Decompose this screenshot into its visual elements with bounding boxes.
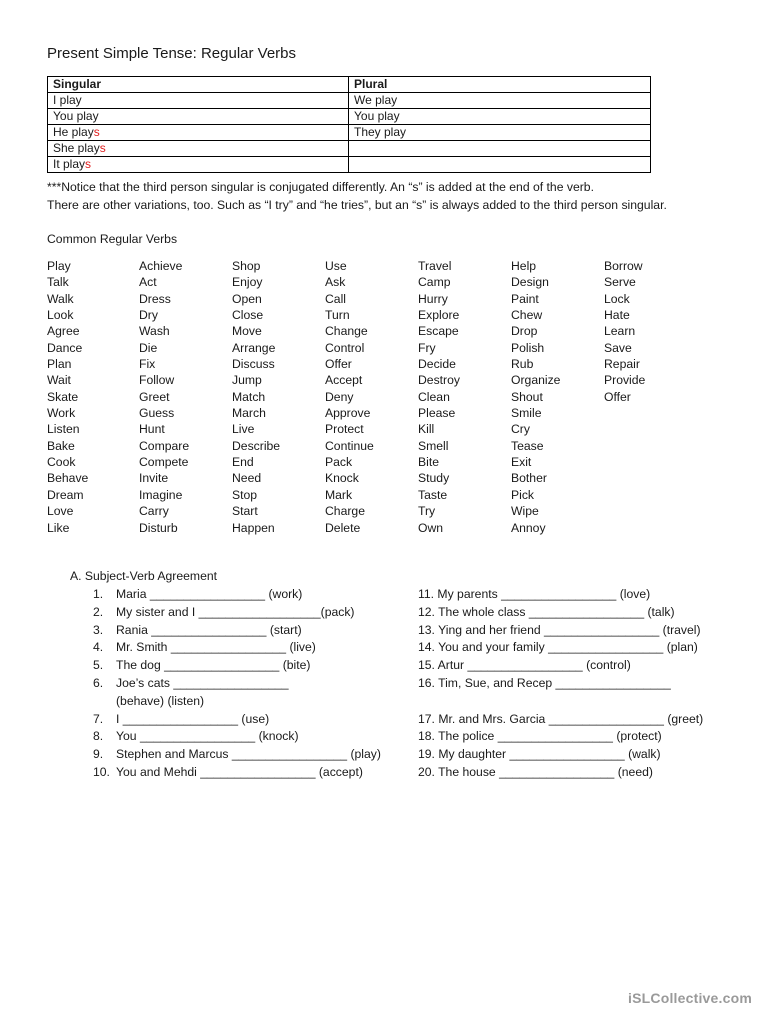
item-number: 5. [93,658,104,673]
verb-item: Die [139,340,158,355]
verb-item: Smile [511,406,542,421]
verb-item: Imagine [139,487,183,502]
verb-item: Happen [232,520,275,535]
singular-cell [48,109,349,125]
verb-item: Compete [139,455,189,470]
verb-item: Bake [47,438,75,453]
item-number: 10. [93,764,110,779]
item-number: 4. [93,640,104,655]
verb-item: Achieve [139,259,183,273]
exercise-item: 17. Mr. and Mrs. Garcia _________________ (greet) [418,711,704,726]
verb-item: Destroy [418,373,460,388]
verb-column [139,258,231,536]
exercise-item: 19. My daughter _________________ (walk) [418,747,661,762]
verb-item: Live [232,422,255,437]
verb-item: Offer [604,389,631,404]
item-text: Joe’s cats _________________ (behave) (listen) [116,675,289,708]
item-text: My sister and I __________________(pack) [116,604,355,619]
table-row [48,125,651,141]
verb-item: Hate [604,308,630,323]
item-number: 8. [93,729,104,744]
verb-item: Bite [418,455,440,470]
notice-line-2: There are other variations, too. Such as “I try” and “he tries”, but an “s” is always added to the third person singular. [47,198,667,212]
verb-item: Stop [232,487,258,502]
verb-column [511,258,603,536]
verb-suffix: s [85,157,92,171]
item-text: I _________________ (use) [116,711,270,726]
verb-item: Close [232,308,264,323]
verb-item: Play [47,259,71,273]
item-number: 1. [93,587,104,601]
exercise-item [93,657,413,675]
verb-item: Drop [511,324,538,339]
verb-item: Like [47,520,70,535]
exercise-item: 13. Ying and her friend _________________ (travel) [418,622,701,637]
verb-item: Design [511,275,549,290]
table-row [48,141,651,157]
exercise-item: 18. The police _________________ (protect) [418,729,662,744]
verb-item: Tease [511,438,544,453]
verb-item: Learn [604,324,636,339]
header-plural: Plural [349,77,651,93]
verb-item: Exit [511,455,532,470]
verb-item: Shout [511,389,543,404]
verb-item: Help [511,259,537,273]
verb-item: Chew [511,308,543,323]
verb-item: Open [232,291,262,306]
exercise-right-column [418,586,738,782]
verb-item: Escape [418,324,459,339]
verb-item: Listen [47,422,80,437]
conjugation-table [47,76,651,173]
verb-item: Try [418,504,436,519]
exercise-item: 15. Artur _________________ (control) [418,658,631,673]
exercise-item [93,711,413,729]
header-singular: Singular [48,77,349,93]
exercise-left-column [93,586,413,782]
verb-item: Wipe [511,504,539,519]
verb-item: Discuss [232,357,275,372]
verb-item: Ask [325,275,346,290]
verb-item: Match [232,389,266,404]
verb-item: Explore [418,308,460,323]
verb-item: Behave [47,471,89,486]
verb-item: Love [47,504,74,519]
verb-list [47,258,727,538]
verb-item: Skate [47,389,79,404]
verb-item: Approve [325,406,371,421]
plural-cell [349,141,651,157]
verb-item: Offer [325,357,352,372]
verbs-section-title: Common Regular Verbs [47,232,178,246]
verb-item: Need [232,471,262,486]
exercise-item: 11. My parents _________________ (love) [418,587,651,601]
verb-item: Greet [139,389,170,404]
singular-verb: I play [53,93,82,107]
verb-item: Change [325,324,368,339]
table-row [48,157,651,173]
exercise-item [93,586,413,604]
singular-cell [48,157,349,173]
exercise-item: 14. You and your family _________________ (plan) [418,640,698,655]
verb-item: Charge [325,504,365,519]
verb-item: Dress [139,291,171,306]
verb-item: Dance [47,340,83,355]
verb-item: End [232,455,254,470]
verb-item: Polish [511,340,545,355]
verb-item: Act [139,275,157,290]
verb-item: Work [47,406,76,421]
verb-item: Continue [325,438,374,453]
verb-item: Wash [139,324,170,339]
verb-item: Pack [325,455,353,470]
item-number: 2. [93,604,104,619]
item-text: Mr. Smith _________________ (live) [116,640,316,655]
item-number: 3. [93,622,104,637]
verb-suffix: s [93,125,100,139]
verb-item: Accept [325,373,363,388]
verb-item: Paint [511,291,539,306]
verb-item: Enjoy [232,275,263,290]
verb-item: Knock [325,471,359,486]
exercise-item [93,639,413,657]
table-header-row [48,77,651,93]
verb-item: Shop [232,259,261,273]
verb-item: Organize [511,373,561,388]
exercise-title: A. Subject-Verb Agreement [70,569,218,583]
singular-cell [48,93,349,109]
item-text: Maria _________________ (work) [116,587,303,601]
singular-verb: It play [53,157,86,171]
verb-item: Lock [604,291,630,306]
verb-item: Protect [325,422,364,437]
plural-cell: We play [349,93,651,109]
verb-item: Pick [511,487,535,502]
notice-line-1: ***Notice that the third person singular is conjugated differently. An “s” is added at the end of the verb. [47,180,594,194]
verb-item: Turn [325,308,350,323]
verb-item: Serve [604,275,636,290]
verb-item: Please [418,406,456,421]
verb-item: Plan [47,357,72,372]
singular-cell [48,125,349,141]
item-text: You and Mehdi _________________ (accept) [116,764,363,779]
verb-column [232,258,324,536]
item-text: The dog _________________ (bite) [116,658,311,673]
verb-item: Arrange [232,340,276,355]
verb-item: Start [232,504,258,519]
verb-item: Smell [418,438,449,453]
item-text: You _________________ (knock) [116,729,299,744]
verb-item: Follow [139,373,175,388]
verb-item: Hurry [418,291,448,306]
exercise-item [93,675,413,711]
verb-item: Kill [418,422,435,437]
verb-suffix: s [99,141,106,155]
verb-item: Jump [232,373,262,388]
exercise-item [93,728,413,746]
plural-cell [349,157,651,173]
verb-column [325,258,417,536]
plural-cell: They play [349,125,651,141]
plural-cell: You play [349,109,651,125]
verb-item: Hunt [139,422,165,437]
singular-cell [48,141,349,157]
verb-item: Borrow [604,259,643,273]
verb-column [47,258,139,536]
verb-item: Clean [418,389,450,404]
verb-item: Repair [604,357,640,372]
verb-item: Bother [511,471,547,486]
verb-item: Save [604,340,632,355]
exercise-item [93,622,413,640]
verb-item: Travel [418,259,452,273]
verb-item: Mark [325,487,353,502]
verb-item: Guess [139,406,175,421]
exercise-item: 20. The house _________________ (need) [418,764,653,779]
exercise-item [93,746,413,764]
verb-item: Provide [604,373,646,388]
verb-item: Deny [325,389,354,404]
verb-item: Dry [139,308,158,323]
verb-item: Camp [418,275,451,290]
verb-item: Describe [232,438,281,453]
exercise-item [93,604,413,622]
verb-item: Wait [47,373,71,388]
exercise-item: 12. The whole class _________________ (talk) [418,604,675,619]
verb-item: Control [325,340,365,355]
exercise-item: 16. Tim, Sue, and Recep _________________ [418,675,671,690]
verb-item: Rub [511,357,534,372]
item-text: Rania _________________ (start) [116,622,302,637]
verb-item: Carry [139,504,169,519]
verb-item: Fix [139,357,156,372]
verb-item: Walk [47,291,74,306]
item-text: Stephen and Marcus _________________ (play) [116,747,381,762]
singular-verb: He play [53,125,94,139]
verb-item: Decide [418,357,456,372]
verb-column [604,258,696,405]
verb-item: Study [418,471,450,486]
verb-item: Talk [47,275,69,290]
verb-item: Cry [511,422,530,437]
item-number: 6. [93,675,104,690]
verb-item: Compare [139,438,190,453]
verb-item: Call [325,291,346,306]
verb-item: Use [325,259,347,273]
verb-item: Cook [47,455,76,470]
page-title: Present Simple Tense: Regular Verbs [47,45,297,62]
verb-item: Fry [418,340,436,355]
watermark: iSLCollective.com [628,990,752,1006]
verb-item: Delete [325,520,361,535]
verb-item: Disturb [139,520,178,535]
verb-item: Taste [418,487,448,502]
verb-item: Invite [139,471,169,486]
item-number: 7. [93,711,104,726]
verb-item: Agree [47,324,80,339]
table-row [48,93,651,109]
item-number: 9. [93,747,104,762]
table-row [48,109,651,125]
verb-item: Dream [47,487,84,502]
verb-column [418,258,510,536]
exercise-item [93,764,413,782]
singular-verb: You play [53,109,99,123]
verb-item: Annoy [511,520,546,535]
singular-verb: She play [53,141,100,155]
verb-item: Look [47,308,74,323]
notice-text [47,178,667,214]
verb-item: Move [232,324,262,339]
verb-item: March [232,406,266,421]
verb-item: Own [418,520,444,535]
